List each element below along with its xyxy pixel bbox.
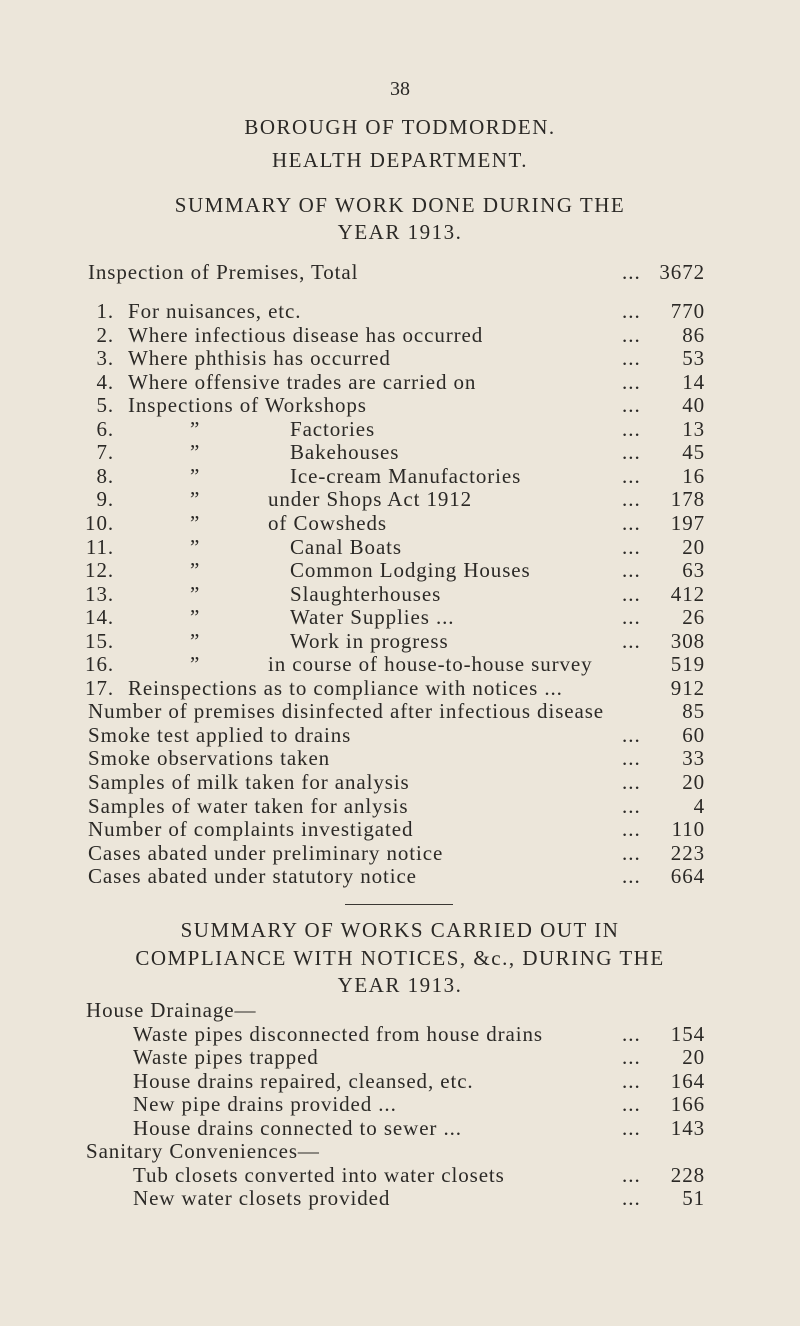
ditto-mark: ”	[190, 416, 201, 441]
row-label: Cases abated under statutory notice	[88, 864, 417, 889]
ditto-mark: ”	[190, 510, 201, 535]
leader-dots: ...	[622, 1092, 641, 1117]
row-value: 14	[682, 369, 705, 394]
table-row	[0, 605, 800, 629]
header-department: HEALTH DEPARTMENT.	[272, 148, 528, 172]
row-label: Canal Boats	[290, 534, 402, 559]
leader-dots: ...	[622, 440, 641, 465]
table-row	[0, 794, 800, 818]
table-row	[0, 864, 800, 888]
row-value: 20	[682, 534, 705, 559]
leader-dots: ...	[622, 1186, 641, 1211]
leader-dots: ...	[622, 487, 641, 512]
row-value: 166	[670, 1092, 705, 1117]
row-value: 664	[670, 864, 705, 889]
row-value: 412	[670, 581, 705, 606]
row-label: Where infectious disease has occurred	[128, 322, 484, 347]
row-label: Samples of water taken for anlysis	[88, 793, 409, 818]
table-row	[0, 841, 800, 865]
table-row	[0, 299, 800, 323]
row-number: 16.	[85, 652, 114, 677]
row-label: Factories	[290, 416, 376, 441]
leader-dots: ...	[622, 1045, 641, 1070]
row-number: 8.	[96, 463, 114, 488]
row-value: 154	[670, 1021, 705, 1046]
table-row	[0, 770, 800, 794]
row-value: 16	[682, 463, 705, 488]
leader-dots: ...	[622, 393, 641, 418]
row-label: Where offensive trades are carried on	[128, 369, 477, 394]
leader-dots: ...	[622, 605, 641, 630]
row-number: 1.	[96, 299, 114, 323]
row-value: 110	[671, 817, 705, 842]
row-value: 63	[682, 558, 705, 583]
section1-year: YEAR 1913.	[337, 220, 463, 244]
page-number: 38	[390, 78, 410, 100]
ditto-mark: ”	[190, 440, 201, 465]
row-label: Smoke test applied to drains	[88, 722, 352, 747]
row-label: Tub closets converted into water closets	[133, 1162, 505, 1187]
row-value: 143	[670, 1115, 705, 1140]
leader-dots: ...	[622, 770, 641, 794]
row-number: 10.	[85, 510, 114, 535]
row-value: 519	[670, 652, 705, 677]
table-row	[0, 1069, 800, 1093]
leader-dots: ...	[622, 260, 641, 284]
table-row	[0, 440, 800, 464]
table-row	[0, 1045, 800, 1069]
table-row	[0, 464, 800, 488]
ditto-mark: ”	[190, 581, 201, 606]
table-row	[0, 1139, 800, 1163]
ditto-mark: ”	[190, 487, 201, 512]
row-label: Waste pipes disconnected from house drains	[133, 1021, 543, 1046]
row-label: Inspections of Workshops	[128, 393, 367, 418]
table-row	[0, 558, 800, 582]
row-value: 51	[682, 1186, 705, 1211]
section2-title-line2: COMPLIANCE WITH NOTICES, &c., DURING THE	[135, 946, 665, 970]
leader-dots: ...	[622, 817, 641, 842]
row-label: Work in progress	[290, 628, 449, 653]
row-number: 15.	[85, 628, 114, 653]
row-label: Ice-cream Manufactories	[290, 463, 522, 488]
row-number: 2.	[96, 322, 114, 347]
leader-dots: ...	[622, 722, 641, 747]
leader-dots: ...	[622, 369, 641, 394]
ditto-mark: ”	[190, 652, 201, 677]
row-label: Where phthisis has occurred	[128, 346, 391, 371]
row-number: 5.	[96, 393, 114, 418]
table-row	[0, 1186, 800, 1210]
row-value: 40	[682, 393, 705, 418]
table-row	[0, 746, 800, 770]
row-label: New pipe drains provided ...	[133, 1092, 397, 1117]
row-value: 164	[670, 1068, 705, 1093]
row-label: Common Lodging Houses	[290, 558, 531, 583]
row-label: under Shops Act 1912	[268, 487, 473, 512]
row-value: 228	[670, 1162, 705, 1187]
row-value: 770	[670, 299, 705, 323]
leader-dots: ...	[622, 1115, 641, 1140]
leader-dots: ...	[622, 299, 641, 323]
row-label: Inspection of Premises, Total	[88, 260, 359, 284]
ditto-mark: ”	[190, 628, 201, 653]
table-row	[0, 582, 800, 606]
row-label: House drains connected to sewer ...	[133, 1115, 462, 1140]
row-label: Samples of milk taken for analysis	[88, 770, 410, 794]
table-row	[0, 629, 800, 653]
row-number: 3.	[96, 346, 114, 371]
leader-dots: ...	[622, 416, 641, 441]
table-row	[0, 370, 800, 394]
row-number: 11.	[85, 534, 114, 559]
row-value: 178	[670, 487, 705, 512]
leader-dots: ...	[622, 1162, 641, 1187]
table-row	[0, 417, 800, 441]
ditto-mark: ”	[190, 558, 201, 583]
row-label: House drains repaired, cleansed, etc.	[133, 1068, 474, 1093]
row-value: 4	[693, 793, 705, 818]
leader-dots: ...	[622, 840, 641, 865]
section1-title: SUMMARY OF WORK DONE DURING THE	[174, 193, 626, 217]
table-row	[0, 1092, 800, 1116]
table-row	[0, 998, 800, 1022]
table-row	[0, 1116, 800, 1140]
leader-dots: ...	[622, 322, 641, 347]
leader-dots: ...	[622, 558, 641, 583]
row-value: 26	[682, 605, 705, 630]
row-label: Smoke observations taken	[88, 746, 331, 771]
row-label: House Drainage—	[86, 998, 257, 1022]
row-number: 6.	[96, 416, 114, 441]
row-label: Sanitary Conveniences—	[86, 1139, 320, 1164]
row-value: 60	[682, 722, 705, 747]
row-label: Water Supplies ...	[290, 605, 455, 630]
row-number: 13.	[85, 581, 114, 606]
leader-dots: ...	[622, 510, 641, 535]
row-number: 9.	[96, 487, 114, 512]
table-row	[0, 393, 800, 417]
table-row	[0, 723, 800, 747]
row-number: 12.	[85, 558, 114, 583]
row-label: Slaughterhouses	[290, 581, 442, 606]
table-row	[0, 346, 800, 370]
ditto-mark: ”	[190, 605, 201, 630]
row-value: 912	[670, 675, 705, 700]
row-label: Reinspections as to compliance with notices ...	[128, 675, 563, 700]
table-row	[0, 511, 800, 535]
table-row	[0, 535, 800, 559]
table-row	[0, 323, 800, 347]
leader-dots: ...	[622, 463, 641, 488]
row-value: 13	[682, 416, 705, 441]
leader-dots: ...	[622, 581, 641, 606]
leader-dots: ...	[622, 628, 641, 653]
table-row	[0, 652, 800, 676]
row-label: Cases abated under preliminary notice	[88, 840, 444, 865]
ditto-mark: ”	[190, 534, 201, 559]
row-label: New water closets provided	[133, 1186, 391, 1211]
row-value: 197	[670, 510, 705, 535]
table-row	[0, 817, 800, 841]
header-borough: BOROUGH OF TODMORDEN.	[244, 115, 556, 139]
table-row	[0, 487, 800, 511]
row-label: Number of complaints investigated	[88, 817, 414, 842]
leader-dots: ...	[622, 534, 641, 559]
section2-year: YEAR 1913.	[337, 973, 463, 997]
leader-dots: ...	[622, 864, 641, 889]
row-value: 85	[682, 699, 705, 724]
row-label: Bakehouses	[290, 440, 400, 465]
leader-dots: ...	[622, 1021, 641, 1046]
table-row	[0, 676, 800, 700]
table-row	[0, 1022, 800, 1046]
row-label: Waste pipes trapped	[133, 1045, 319, 1070]
row-number: 4.	[96, 369, 114, 394]
leader-dots: ...	[622, 793, 641, 818]
row-number: 14.	[85, 605, 114, 630]
row-label: Number of premises disinfected after infectious disease	[88, 699, 605, 724]
row-value: 308	[670, 628, 705, 653]
row-value: 20	[682, 1045, 705, 1070]
table-row	[0, 260, 800, 284]
row-value: 45	[682, 440, 705, 465]
ditto-mark: ”	[190, 463, 201, 488]
row-value: 3672	[659, 260, 705, 284]
section-divider	[345, 904, 453, 905]
section2-title: SUMMARY OF WORKS CARRIED OUT IN	[180, 918, 620, 942]
row-number: 7.	[96, 440, 114, 465]
row-label: in course of house-to-house survey	[268, 652, 593, 677]
row-label: of Cowsheds	[268, 510, 387, 535]
table-row	[0, 1163, 800, 1187]
leader-dots: ...	[622, 1068, 641, 1093]
row-value: 53	[682, 346, 705, 371]
table-row	[0, 699, 800, 723]
leader-dots: ...	[622, 746, 641, 771]
row-value: 223	[670, 840, 705, 865]
leader-dots: ...	[622, 346, 641, 371]
row-label: For nuisances, etc.	[128, 299, 302, 323]
row-number: 17.	[85, 675, 114, 700]
row-value: 20	[682, 770, 705, 794]
row-value: 33	[682, 746, 705, 771]
row-value: 86	[682, 322, 705, 347]
